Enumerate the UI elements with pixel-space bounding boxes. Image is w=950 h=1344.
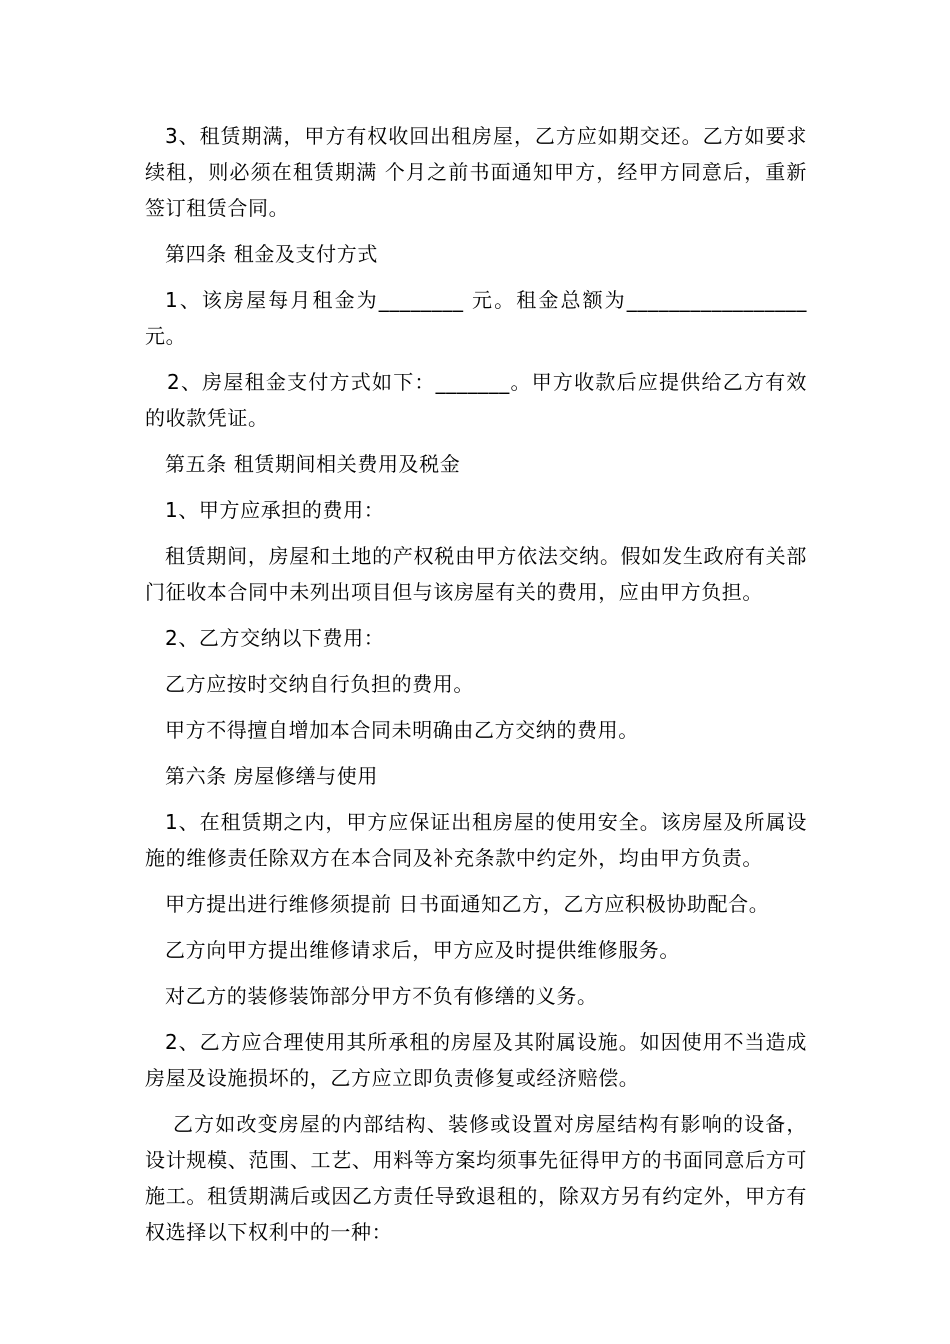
- article-5-item-2-text-b: 甲方不得擅自增加本合同未明确由乙方交纳的费用。: [165, 718, 639, 742]
- article-5-item-1-text: 租赁期间，房屋和土地的产权税由甲方依法交纳。假如发生政府有关部门征收本合同中未列出项目但与该房屋有关的费用，应由甲方负担。: [145, 544, 807, 604]
- article-6-item-1: 1、在租赁期之内，甲方应保证出租房屋的使用安全。该房屋及所属设施的维修责任除双方在本合同及补充条款中约定外，均由甲方负责。: [145, 810, 807, 870]
- document-body: [145, 118, 807, 1250]
- article-5-heading: 第五条 租赁期间相关费用及税金: [165, 452, 461, 476]
- article-5-item-2: 2、乙方交纳以下费用：: [165, 626, 385, 650]
- article-6-decoration: 对乙方的装修装饰部分甲方不负有修缮的义务。: [165, 984, 598, 1008]
- article-5-item-1: 1、甲方应承担的费用：: [165, 498, 385, 522]
- article-6-item-2: 2、乙方应合理使用其所承租的房屋及其附属设施。如因使用不当造成房屋及设施损坏的，乙方应立即负责修复或经济赔偿。: [145, 1030, 807, 1090]
- article-4-item-2: 2、房屋租金支付方式如下：_______。甲方收款后应提供给乙方有效的收款凭证。: [145, 370, 807, 430]
- clause-3-renewal: 3、租赁期满，甲方有权收回出租房屋，乙方应如期交还。乙方如要求续租，则必须在租赁期满 个月之前书面通知甲方，经甲方同意后，重新签订租赁合同。: [145, 124, 807, 220]
- article-4-heading: 第四条 租金及支付方式: [165, 242, 378, 266]
- article-6-alteration: 乙方如改变房屋的内部结构、装修或设置对房屋结构有影响的设备，设计规模、范围、工艺、用料等方案均须事先征得甲方的书面同意后方可施工。租赁期满后或因乙方责任导致退租的，除双方另有约定外，甲方有权选择以下权利中的一种：: [145, 1112, 807, 1244]
- article-4-item-1: 1、该房屋每月租金为________ 元。租金总额为_________________元。: [145, 288, 807, 348]
- article-6-notice: 甲方提出进行维修须提前 日书面通知乙方，乙方应积极协助配合。: [165, 892, 770, 916]
- article-6-heading: 第六条 房屋修缮与使用: [165, 764, 378, 788]
- article-5-item-2-text-a: 乙方应按时交纳自行负担的费用。: [165, 672, 474, 696]
- article-6-repair-request: 乙方向甲方提出维修请求后，甲方应及时提供维修服务。: [165, 938, 680, 962]
